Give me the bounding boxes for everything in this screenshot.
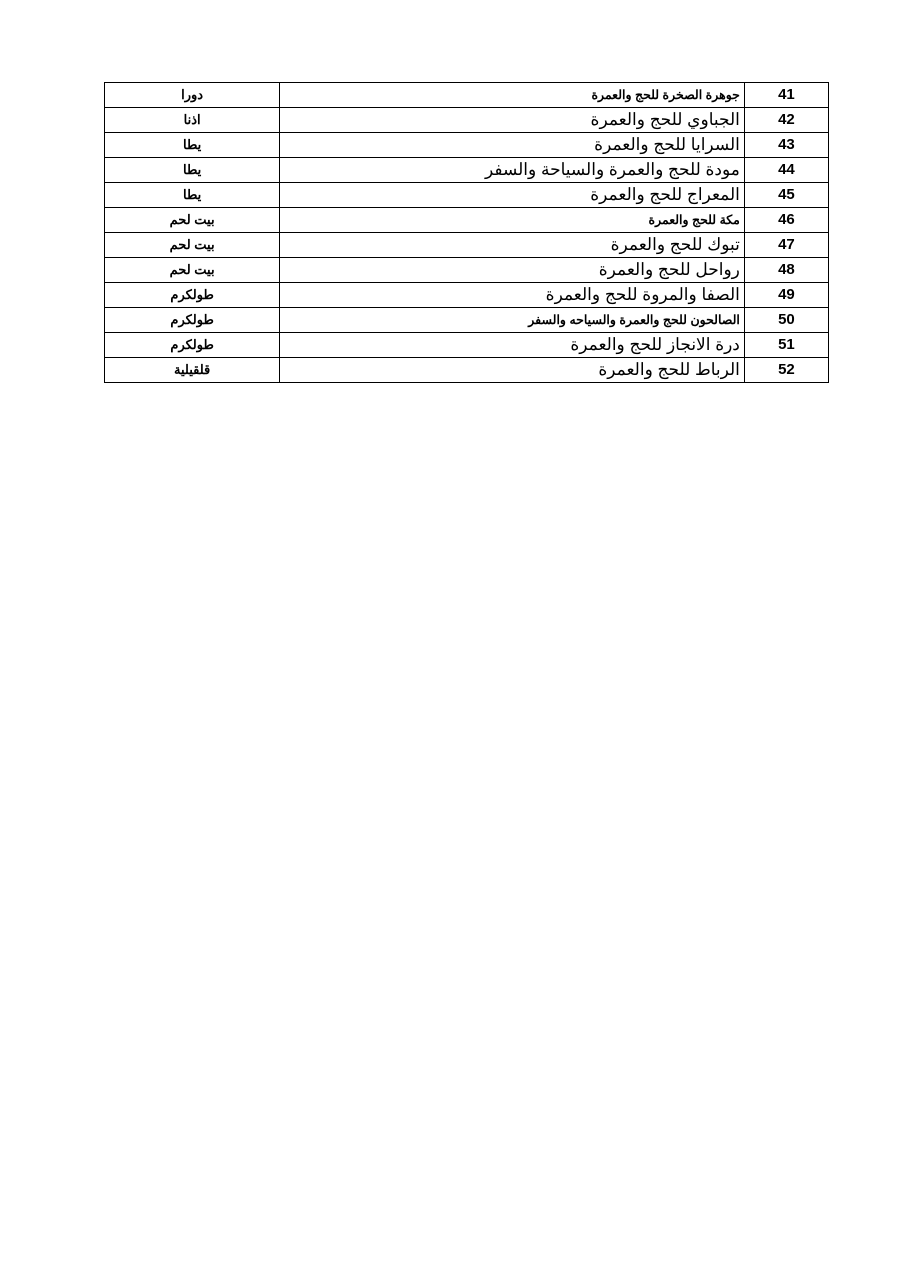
table-row	[105, 258, 829, 283]
table-row	[105, 133, 829, 158]
table-row	[105, 208, 829, 233]
row-number-cell: 52	[744, 358, 828, 383]
city-cell: يطا	[105, 133, 280, 158]
agency-name-cell: المعراج للحج والعمرة	[280, 183, 745, 208]
table-row	[105, 158, 829, 183]
table-row	[105, 308, 829, 333]
table-row	[105, 233, 829, 258]
row-number-cell: 48	[744, 258, 828, 283]
table-row	[105, 108, 829, 133]
agency-name-cell: السرايا للحج والعمرة	[280, 133, 745, 158]
city-cell: بيت لحم	[105, 258, 280, 283]
agency-name-cell: مكة للحج والعمرة	[280, 208, 745, 233]
agency-name-cell: تبوك للحج والعمرة	[280, 233, 745, 258]
row-number-cell: 45	[744, 183, 828, 208]
row-number-cell: 47	[744, 233, 828, 258]
table-row	[105, 183, 829, 208]
row-number-cell: 46	[744, 208, 828, 233]
agency-name-cell: الصفا والمروة للحج والعمرة	[280, 283, 745, 308]
row-number-cell: 42	[744, 108, 828, 133]
city-cell: بيت لحم	[105, 233, 280, 258]
city-cell: يطا	[105, 158, 280, 183]
agency-name-cell: الرباط للحج والعمرة	[280, 358, 745, 383]
city-cell: طولكرم	[105, 283, 280, 308]
city-cell: يطا	[105, 183, 280, 208]
city-cell: بيت لحم	[105, 208, 280, 233]
row-number-cell: 51	[744, 333, 828, 358]
agency-name-cell: مودة للحج والعمرة والسياحة والسفر	[280, 158, 745, 183]
agency-name-cell: الجباوي للحج والعمرة	[280, 108, 745, 133]
row-number-cell: 50	[744, 308, 828, 333]
row-number-cell: 41	[744, 83, 828, 108]
row-number-cell: 44	[744, 158, 828, 183]
row-number-cell: 43	[744, 133, 828, 158]
table-row	[105, 283, 829, 308]
agency-name-cell: رواحل للحج والعمرة	[280, 258, 745, 283]
city-cell: قلقيلية	[105, 358, 280, 383]
table-row	[105, 83, 829, 108]
agency-name-cell: درة الانجاز للحج والعمرة	[280, 333, 745, 358]
agency-name-cell: جوهرة الصخرة للحج والعمرة	[280, 83, 745, 108]
city-cell: طولكرم	[105, 333, 280, 358]
table-row	[105, 333, 829, 358]
agencies-table-body	[105, 83, 829, 383]
agencies-table	[104, 82, 829, 383]
city-cell: طولكرم	[105, 308, 280, 333]
city-cell: اذنا	[105, 108, 280, 133]
agency-name-cell: الصالحون للحج والعمرة والسياحه والسفر	[280, 308, 745, 333]
city-cell: دورا	[105, 83, 280, 108]
row-number-cell: 49	[744, 283, 828, 308]
table-row	[105, 358, 829, 383]
